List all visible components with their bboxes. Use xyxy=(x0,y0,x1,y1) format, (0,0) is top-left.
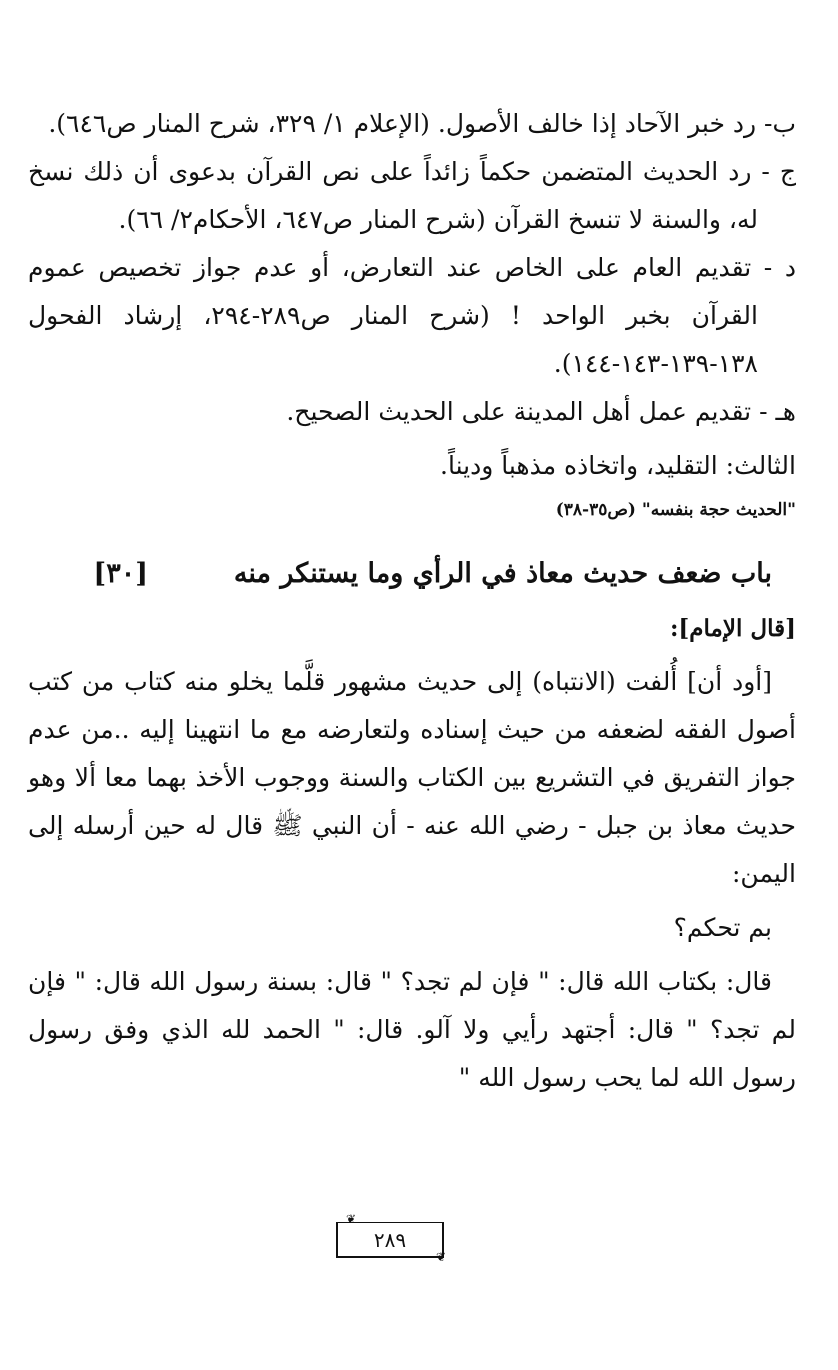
section-number: [٣٠] xyxy=(93,558,148,589)
paragraph-intro: [أود أن] أُلفت (الانتباه) إلى حديث مشهور قلَّما يخلو منه كتاب من كتب أصول الفقه لضعفه من حيث إسناده ولتعارضه مع ما انتهينا إليه ..من عدم جواز التفريق في التشريع بين الكتاب والسنة ووجوب الأخذ بهما معا ألا وهو حديث معاذ بن جبل - رضي الله عنه - أن النبي ﷺ قال له حين أرسله إلى اليمن: xyxy=(28,667,796,888)
ornament-icon: ❦ xyxy=(345,1212,356,1226)
imam-label: [قال الإمام]: xyxy=(669,615,796,642)
paragraph-hadith: قال: بكتاب الله قال: " فإن لم تجد؟ " قال: بسنة رسول الله قال: " فإن لم تجد؟ " قال: أجتهد رأيي ولا آلو. قال: " الحمد لله الذي وفق رسول رسول الله لما يحب رسول الله " xyxy=(28,967,796,1092)
ornament-icon: ❦ xyxy=(435,1250,446,1264)
list-item-d: د - تقديم العام على الخاص عند التعارض، أو عدم جواز تخصيص عموم القرآن بخبر الواحد ! (شرح المنار ص٢٨٩-٢٩٤، إرشاد الفحول ١٣٨-١٣٩-١٤٣-١٤٤). xyxy=(28,253,796,378)
page-number: ٢٨٩ xyxy=(336,1222,444,1258)
third-point: الثالث: التقليد، واتخاذه مذهباً وديناً. xyxy=(440,451,796,480)
list-item-j: ج - رد الحديث المتضمن حكماً زائداً على نص القرآن بدعوى أن ذلك نسخ له، والسنة لا تنسخ القرآن (شرح المنار ص٦٤٧، الأحكام٢/ ٦٦). xyxy=(28,157,796,234)
list-item-h: هـ - تقديم عمل أهل المدينة على الحديث الصحيح. xyxy=(286,397,796,426)
section-heading xyxy=(28,548,796,600)
question-line: بم تحكم؟ xyxy=(673,913,772,942)
source-citation: "الحديث حجة بنفسه" (ص٣٥-٣٨) xyxy=(555,500,796,520)
section-title: باب ضعف حديث معاذ في الرأي وما يستنكر منه xyxy=(233,558,772,589)
list-item-b: ب- رد خبر الآحاد إذا خالف الأصول. (الإعلام ١/ ٣٢٩، شرح المنار ص٦٤٦). xyxy=(48,109,796,138)
page-body xyxy=(28,100,796,1102)
